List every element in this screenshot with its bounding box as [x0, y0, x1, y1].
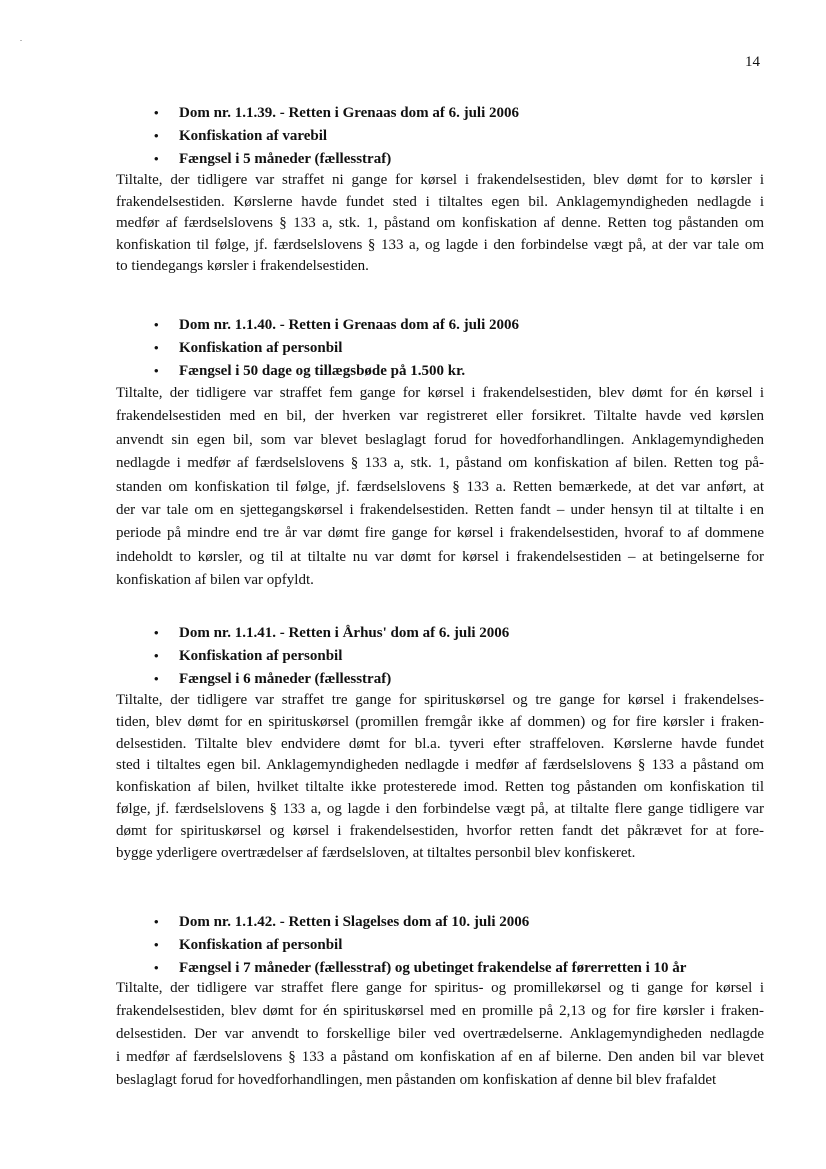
paragraph-line: konfiskation til følge, jf. færdselslovens § 133 a, og lagde i den forbindelse vægt på, at der var tale om [116, 236, 764, 253]
bullet-item [154, 147, 764, 170]
bullet-icon: • [154, 317, 159, 332]
case-section [116, 621, 764, 864]
bullet-text: Dom nr. 1.1.39. - Retten i Grenaas dom af 6. juli 2006 [179, 105, 519, 121]
bullet-item [154, 101, 764, 124]
paragraph-line: Tiltalte, der tidligere var straffet flere gange for spiritus- og promillekørsel og ti gange for kørsel i [116, 980, 764, 996]
bullet-item [154, 621, 764, 644]
bullet-item [154, 359, 764, 382]
bullet-text: Fængsel i 6 måneder (fællesstraf) [179, 671, 392, 687]
paragraph-line: indeholdt to kørsler, og til at tiltalte nu var dømt for kørsel i frakendelsestiden – at betingelserne for [116, 548, 764, 565]
bullet-item [154, 336, 764, 359]
paragraph-line: medfør af færdselslovens § 133 a, stk. 1, påstand om konfiskation af denne. Retten tog påstanden om [116, 215, 764, 231]
bullet-icon: • [154, 363, 159, 378]
bullet-icon: • [154, 937, 159, 952]
case-section [116, 313, 764, 593]
bullet-icon: • [154, 625, 159, 640]
bullet-icon: • [154, 340, 159, 355]
bullet-text: Dom nr. 1.1.41. - Retten i Århus' dom af 6. juli 2006 [179, 625, 510, 641]
bullet-text: Dom nr. 1.1.40. - Retten i Grenaas dom af 6. juli 2006 [179, 317, 519, 333]
paragraph-line: frakendelsestiden. Kørslerne havde fundet sted i tiltaltes egen bil. Anklagemyndigheden nedlagde i [116, 193, 764, 210]
paragraph-line: dømt for spirituskørsel og kørsel i frakendelsestiden, hvorfor retten fandt det påkrævet for at fore- [116, 822, 764, 839]
bullet-item [154, 933, 764, 956]
bullet-icon: • [154, 151, 159, 166]
bullet-item [154, 124, 764, 147]
bullet-icon: • [154, 671, 159, 686]
page-number: 14 [745, 54, 760, 70]
paragraph-line: standen om konfiskation til følge, jf. færdselslovens § 133 a. Retten bemærkede, at det var anført, at [116, 478, 764, 495]
scan-speck [20, 40, 22, 41]
bullet-icon: • [154, 105, 159, 120]
bullet-item [154, 313, 764, 336]
paragraph-line: frakendelsestiden, blev dømt for én spirituskørsel med en promille på 2,13 og for fire kørsler i fraken- [116, 1003, 764, 1019]
paragraph-line: Tiltalte, der tidligere var straffet tre gange for spirituskørsel og tre gange for kørsel i frakendelses- [116, 692, 764, 708]
bullet-icon: • [154, 128, 159, 143]
bullet-icon: • [154, 914, 159, 929]
paragraph-line: i medfør af færdselslovens § 133 a påstand om konfiskation af en af bilerne. Den anden bil var blevet [116, 1049, 764, 1065]
bullet-item [154, 667, 764, 690]
bullet-icon: • [154, 960, 159, 975]
paragraph-line: sted i tiltaltes egen bil. Anklagemyndigheden nedlagde i medfør af færdselslovens § 133 a påstand om [116, 757, 764, 774]
paragraph-line: Tiltalte, der tidligere var straffet ni gange for kørsel i frakendelsestiden, blev dømt for to kørsler i [116, 172, 764, 188]
paragraph-line: delsestiden. Der var anvendt to forskellige biler ved overtrædelserne. Anklagemyndigheden nedlagde [116, 1026, 764, 1042]
paragraph-line: tiden, blev dømt for en spirituskørsel (promillen fremgår ikke af dommen) og for fire kørsler i fraken- [116, 713, 764, 730]
paragraph-line: konfiskation af bilen, hvilket tiltalte ikke protesterede imod. Retten tog påstanden om konfiskation til [116, 779, 764, 796]
bullet-list [154, 910, 764, 979]
case-paragraph [116, 170, 764, 278]
bullet-list [154, 621, 764, 690]
bullet-item [154, 644, 764, 667]
paragraph-line: delsestiden. Tiltalte blev endvidere dømt for bl.a. tyveri efter straffeloven. Kørslerne havde fundet [116, 735, 764, 752]
case-paragraph [116, 382, 764, 593]
bullet-list [154, 313, 764, 382]
bullet-text: Konfiskation af personbil [179, 937, 343, 953]
bullet-text: Konfiskation af personbil [179, 340, 343, 356]
paragraph-line: frakendelsestiden med en bil, der hverken var registreret eller forsikret. Tiltalte havde ved kørslen [116, 408, 764, 425]
paragraph-line: Tiltalte, der tidligere var straffet fem gange for kørsel i frakendelsestiden, blev dømt for én kørsel i [116, 385, 764, 401]
bullet-text: Dom nr. 1.1.42. - Retten i Slagelses dom af 10. juli 2006 [179, 914, 530, 930]
case-paragraph [116, 977, 764, 1092]
bullet-item [154, 910, 764, 933]
paragraph-line: beslaglagt forud for hovedforhandlingen, men påstanden om konfiskation af denne bil blev frafaldet [116, 1072, 717, 1088]
case-section [116, 910, 764, 1092]
bullet-item [154, 956, 764, 979]
paragraph-line: nedlagde i medfør af færdselslovens § 133 a, stk. 1, påstand om konfiskation af bilen. Retten tog på- [116, 455, 764, 472]
bullet-text: Fængsel i 7 måneder (fællesstraf) og ubetinget frakendelse af førerretten i 10 år [179, 960, 687, 976]
paragraph-line: bygge yderligere overtrædelser af færdselsloven, at tiltaltes personbil blev konfiskeret. [116, 844, 636, 861]
case-section [116, 101, 764, 278]
bullet-text: Fængsel i 50 dage og tillægsbøde på 1.500 kr. [179, 363, 466, 379]
bullet-text: Konfiskation af personbil [179, 648, 343, 664]
bullet-list [154, 101, 764, 170]
case-paragraph [116, 690, 764, 864]
paragraph-line: periode på mindre end tre år var dømt fire gange for kørsel i frakendelsestiden, hvoraf to af dommene [116, 525, 764, 542]
bullet-text: Konfiskation af varebil [179, 128, 328, 144]
paragraph-line: følge, jf. færdselslovens § 133 a, og lagde i den forbindelse vægt på, at tiltalte flere gange tidligere var [116, 800, 764, 817]
paragraph-line: der var tale om en sjettegangskørsel i frakendelsestiden. Retten fandt – under hensyn til at tiltalte i en [116, 501, 764, 518]
paragraph-line: konfiskation af bilen var opfyldt. [116, 572, 314, 589]
bullet-text: Fængsel i 5 måneder (fællesstraf) [179, 151, 392, 167]
paragraph-line: anvendt sin egen bil, som var blevet beslaglagt forud for hovedforhandlingen. Anklagemyndigheden [116, 431, 764, 448]
paragraph-line: to tiendegangs kørsler i frakendelsestiden. [116, 258, 369, 274]
bullet-icon: • [154, 648, 159, 663]
